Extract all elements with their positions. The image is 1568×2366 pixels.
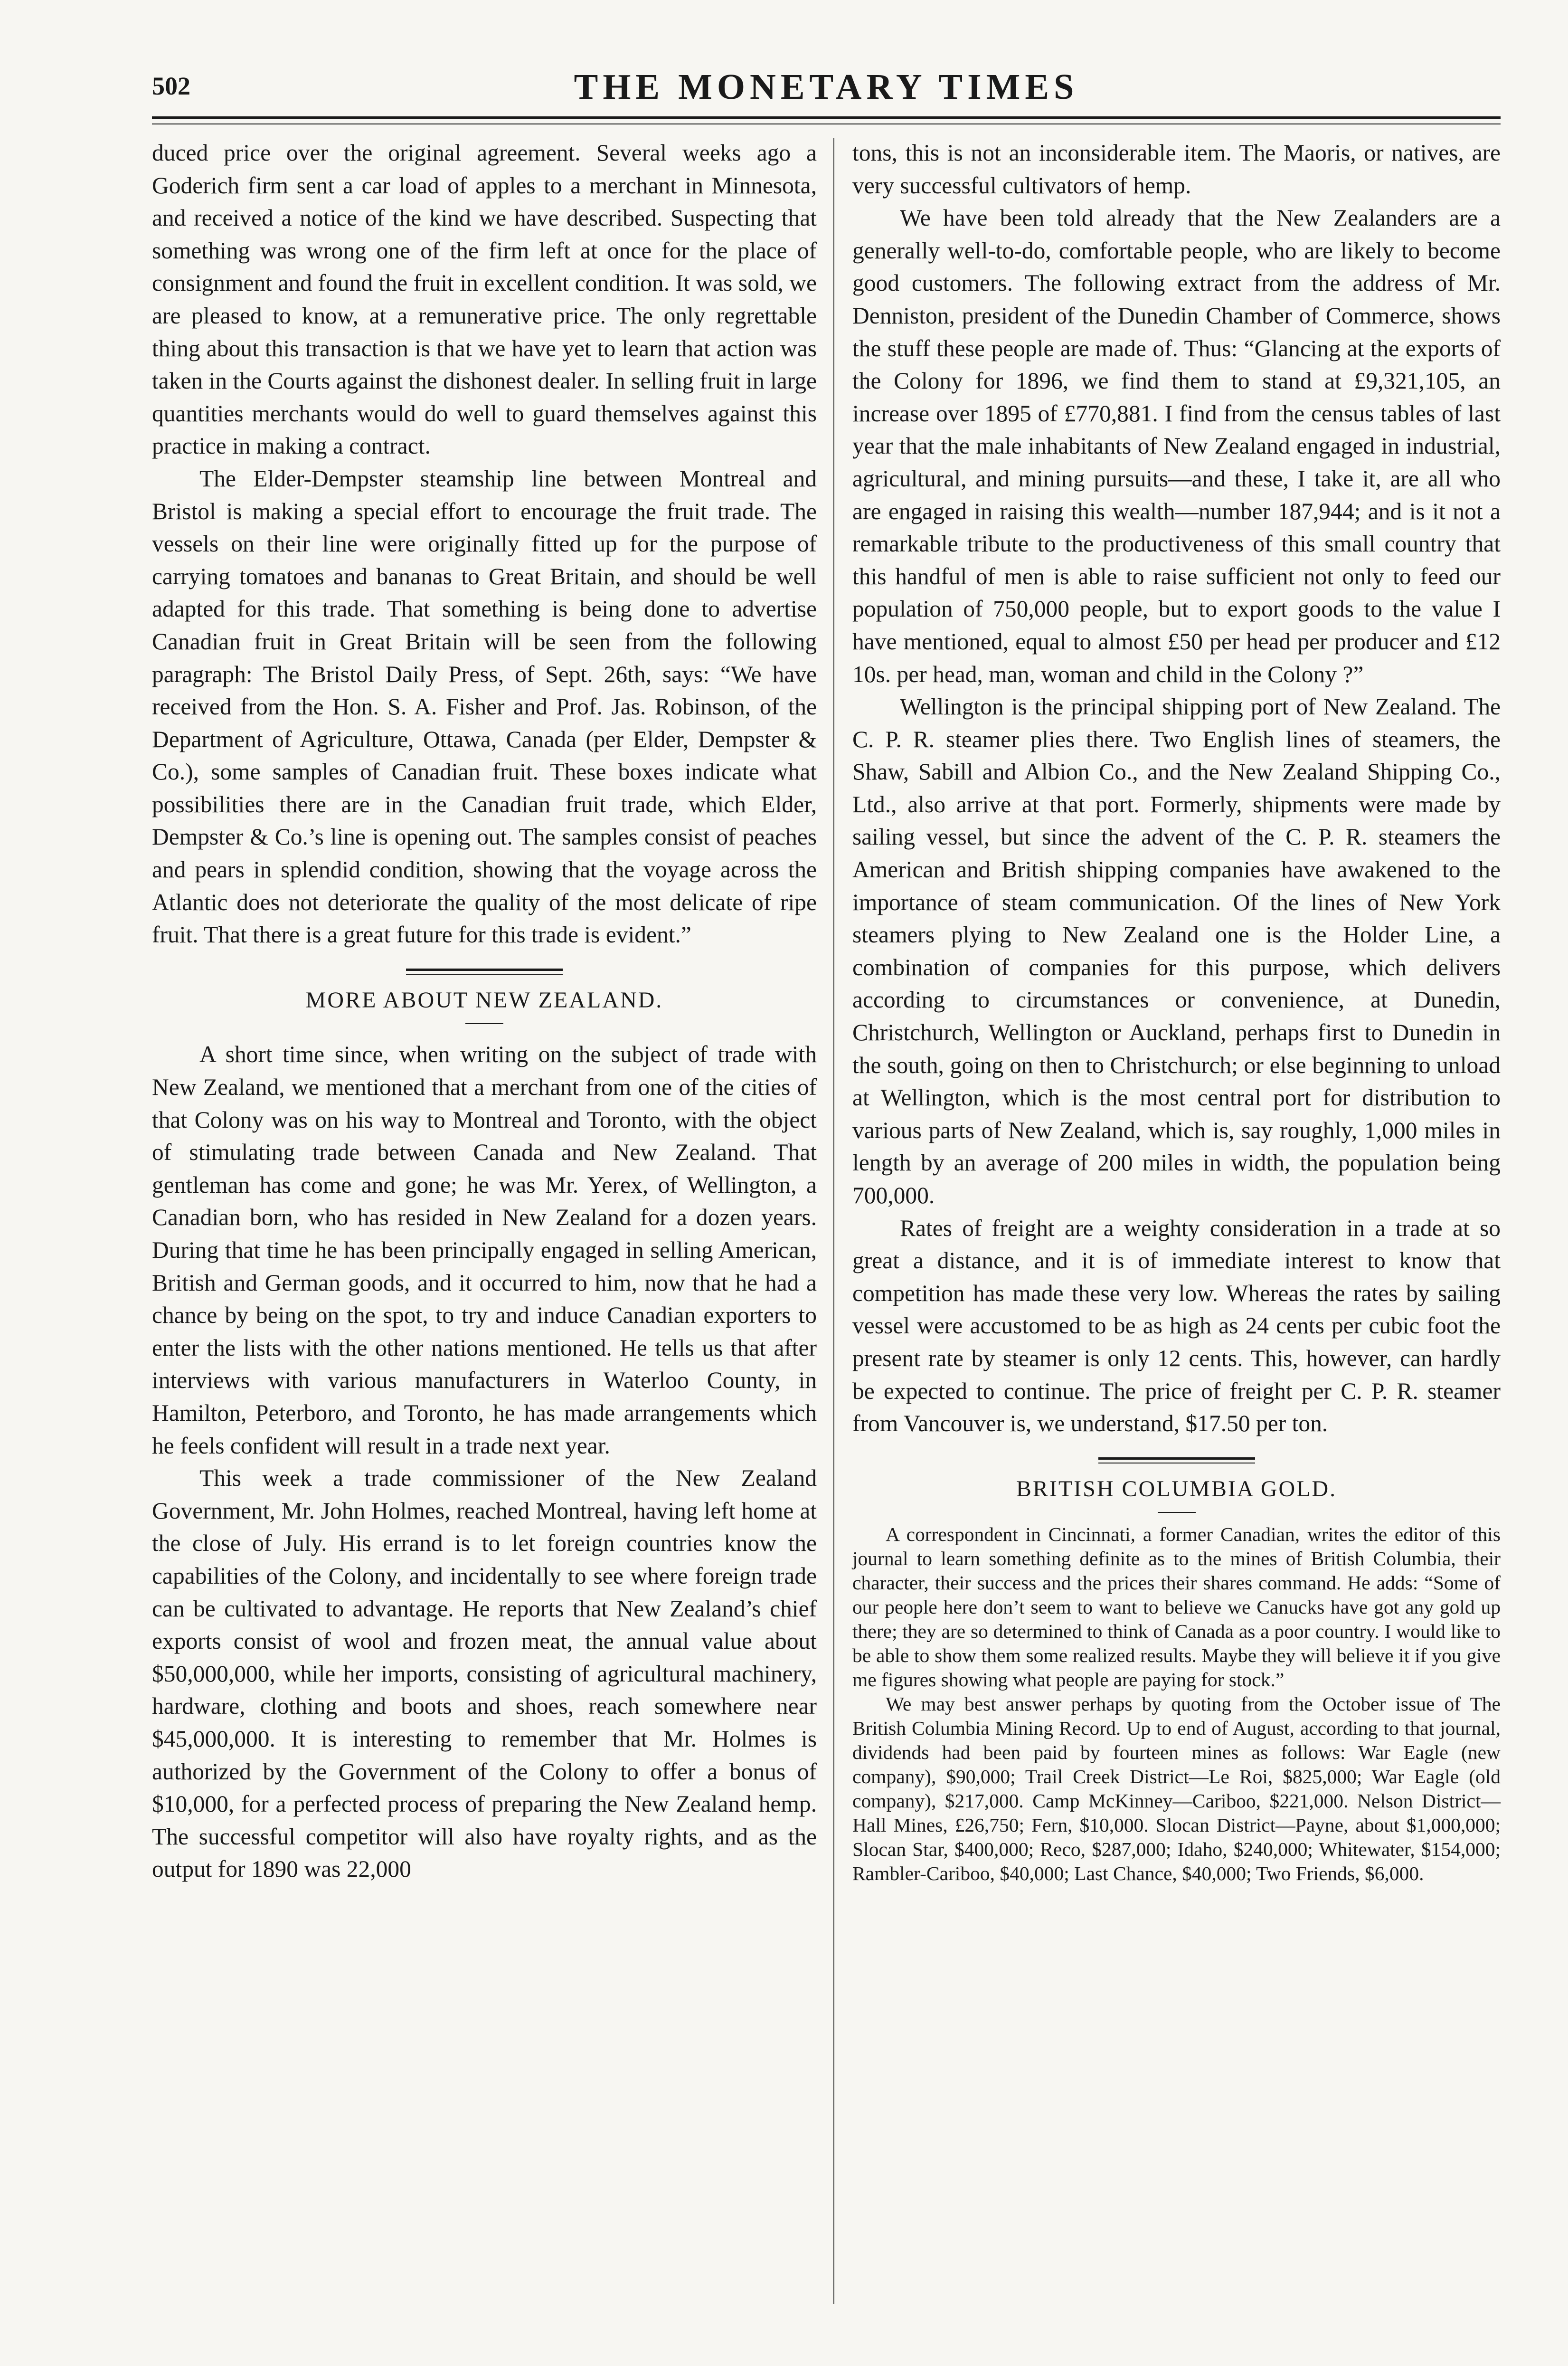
header-rule [152, 116, 1501, 119]
page-header [152, 62, 1501, 114]
paragraph: duced price over the original agreement. Several weeks ago a Goderich firm sent a car load of apples to a merchant in Minnesota, and received a notice of the kind we have described. Suspecting that something was wrong one of the firm left at once for the place of consignment and found the fruit in excellent condition. It was sold, we are pleased to know, at a remunerative price. The only regrettable thing about this transaction is that we have yet to learn that action was taken in the Courts against the dishonest dealer. In selling fruit in large quantities merchants would do well to guard themselves against this practice in making a contract. [152, 140, 817, 459]
small-print-section [852, 1522, 1501, 1886]
paragraph: Rates of freight are a weighty consideration in a trade at so great a distance, and it is of immediate interest to know that competition has made these very low. Whereas the rates by sailing vessel were accustomed to be as high as 24 cents per cubic foot the present rate by steamer is only 12 cents. This, however, can hardly be expected to continue. The price of freight per C. P. R. steamer from Vancouver is, we understand, $17.50 per ton. [852, 1215, 1501, 1437]
paragraph: We may best answer perhaps by quoting from the October issue of The British Columbia Mining Record. Up to end of August, according to that journal, dividends had been paid by fourteen mines as follows: War Eagle (new company), $90,000; Trail Creek District—Le Roi, $825,000; War Eagle (old company), $217,000. Camp McKinney—Cariboo, $221,000. Nelson District—Hall Mines, £26,750; Fern, $10,000. Slocan District—Payne, about $1,000,000; Slocan Star, $400,000; Reco, $287,000; Idaho, $240,000; Whitewater, $154,000; Rambler-Cariboo, $40,000; Last Chance, $40,000; Two Friends, $6,000. [852, 1693, 1501, 1885]
paragraph: A short time since, when writing on the subject of trade with New Zealand, we mentioned that a merchant from one of the cities of that Colony was on his way to Montreal and Toronto, with the object of stimulating trade between Canada and New Zealand. That gentleman has come and gone; he was Mr. Yerex, of Wellington, a Canadian born, who has resided in New Zealand for a dozen years. During that time he has been principally engaged in selling American, British and German goods, and it occurred to him, now that he had a chance by being on the spot, to try and induce Canadian exporters to enter the lists with the other nations mentioned. He tells us that after interviews with various manufacturers in Waterloo County, in Hamilton, Peterboro, and Toronto, he has made arrangements which he feels confident will result in a trade next year. [152, 1041, 817, 1459]
masthead-title: THE MONETARY TIMES [574, 67, 1079, 107]
paragraph: We have been told already that the New Zealanders are a generally well-to-do, comfortable people, who are likely to become good customers. The following extract from the address of Mr. Denniston, president of the Dunedin Chamber of Commerce, shows the stuff these people are made of. Thus: “Glancing at the exports of the Colony for 1896, we find them to stand at £9,321,105, an increase over 1895 of £770,881. I find from the census tables of last year that the male inhabitants of New Zealand engaged in industrial, agricultural, and mining pursuits—and these, I take it, are all who are engaged in raising this wealth—number 187,944; and is it not a remarkable tribute to the productiveness of this small country that this handful of men is able to raise sufficient not only to feed our population of 750,000 people, but to export goods to the value I have mentioned, equal to almost £50 per head per producer and £12 10s. per head, man, woman and child in the Colony ?” [852, 205, 1501, 687]
paragraph: Wellington is the principal shipping port of New Zealand. The C. P. R. steamer plies there. Two English lines of steamers, the Shaw, Sabill and Albion Co., and the New Zealand Shipping Co., Ltd., also arrive at that port. Formerly, shipments were made by sailing vessel, but since the advent of the C. P. R. steamers the American and British shipping companies have awakened to the importance of steam communication. Of the lines of New York steamers plying to New Zealand one is the Holder Line, a combination of companies for this purpose, which delivers according to circumstances or convenience, at Dunedin, Christchurch, Wellington or Auckland, perhaps first to Dunedin in the south, going on then to Christchurch; or else beginning to unload at Wellington, which is the most central port for distribution to various parts of New Zealand, which is, say roughly, 1,000 miles in length by an average of 200 miles in width, the population being 700,000. [852, 694, 1501, 1208]
page-number: 502 [152, 72, 190, 100]
right-column [852, 137, 1501, 1886]
paragraph: tons, this is not an inconsiderable item. The Maoris, or natives, are very successful cultivators of hemp. [852, 140, 1501, 199]
section-separator [406, 969, 563, 971]
section-heading: MORE ABOUT NEW ZEALAND. [305, 987, 663, 1013]
paragraph: This week a trade commissioner of the New Zealand Government, Mr. John Holmes, reached Montreal, having left home at the close of July. His errand is to let foreign countries know the capabilities of the Colony, and incidentally to see where foreign trade can be cultivated to advantage. He reports that New Zealand’s chief exports consist of wool and frozen meat, the annual value about $50,000,000, while her imports, consisting of agricultural machinery, hardware, clothing and boots and shoes, reach somewhere near $45,000,000. It is interesting to remember that Mr. Holmes is authorized by the Government of the Colony to offer a bonus of $10,000, for a perfected process of preparing the New Zealand hemp. The successful competitor will also have royalty rights, and as the output for 1890 was 22,000 [152, 1465, 817, 1882]
heading-dash [465, 1023, 503, 1024]
left-column [152, 137, 817, 1886]
paragraph: The Elder-Dempster steamship line between Montreal and Bristol is making a special effort to encourage the fruit trade. The vessels on their line were originally fitted up for the purpose of carrying tomatoes and bananas to Great Britain, and should be well adapted for this trade. That something is being done to advertise Canadian fruit in Great Britain will be seen from the following paragraph: The Bristol Daily Press, of Sept. 26th, says: “We have received from the Hon. S. A. Fisher and Prof. Jas. Robinson, of the Department of Agriculture, Ottawa, Canada (per Elder, Dempster & Co.), some samples of Canadian fruit. These boxes indicate what possibilities there are in the Canadian fruit trade, which Elder, Dempster & Co.’s line is opening out. The samples consist of peaches and pears in splendid condition, showing that the voyage across the Atlantic does not deteriorate the quality of the most delicate of ripe fruit. That there is a great future for this trade is evident.” [152, 465, 817, 948]
column-divider [833, 138, 834, 2304]
section-heading: BRITISH COLUMBIA GOLD. [1016, 1476, 1337, 1501]
section-separator [1098, 1457, 1255, 1460]
paragraph: A correspondent in Cincinnati, a former Canadian, writes the editor of this journal to learn something definite as to the mines of British Columbia, their character, their success and the prices their shares command. He adds: “Some of our people here don’t seem to want to believe we Canucks have got any gold up there; they are so determined to think of Canada as a poor country. I would like to be able to show them some realized results. Maybe they will believe it if you give me figures showing what people are paying for stock.” [852, 1523, 1501, 1691]
heading-dash [1158, 1512, 1196, 1513]
